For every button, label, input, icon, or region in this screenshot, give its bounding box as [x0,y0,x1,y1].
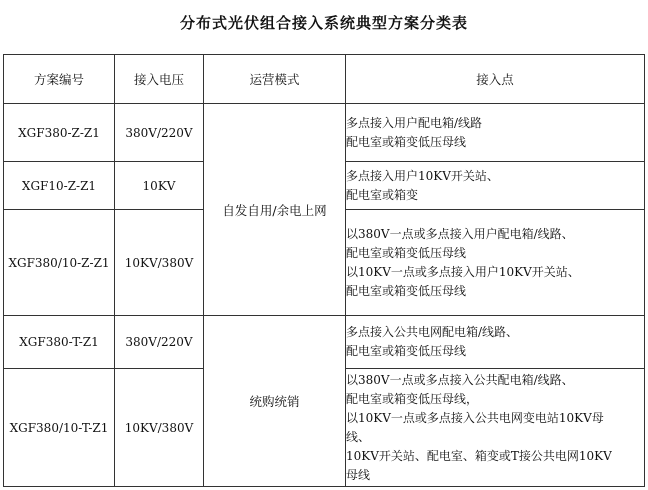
operation-mode: 自发自用/余电上网 [204,104,346,316]
access-point-line: 以380V一点或多点接入公共配电箱/线路、 [346,372,574,387]
access-point [346,316,645,369]
operation-mode: 统购统销 [204,316,346,487]
access-point-line: 10KV开关站、配电室、箱变或T接公共电网10KV [346,448,612,463]
access-point-line: 多点接入公共电网配电箱/线路、 [346,325,519,339]
access-voltage: 10KV/380V [115,369,204,487]
access-point-line: 配电室或箱变低压母线 [346,134,467,149]
access-voltage: 380V/220V [115,104,204,162]
access-point [346,104,645,162]
access-point-line: 配电室或箱变低压母线 [346,245,467,260]
scheme-code: XGF10-Z-Z1 [4,162,115,210]
access-voltage: 10KV/380V [115,210,204,316]
table-row [4,316,645,369]
access-point [346,162,645,210]
access-point-line: 母线 [346,467,371,482]
access-point-line: 配电室或箱变低压母线 [346,344,467,358]
access-point-line: 多点接入用户配电箱/线路 [346,115,483,130]
access-voltage: 380V/220V [115,316,204,369]
header-point: 接入点 [346,55,645,104]
scheme-code: XGF380-Z-Z1 [4,104,115,162]
access-point-line: 多点接入用户10KV开关站、 [346,168,499,183]
scheme-code: XGF380/10-T-Z1 [4,369,115,487]
scheme-table [3,54,645,487]
table-row [4,104,645,162]
access-point [346,210,645,316]
access-point-line: 配电室或箱变低压母线， [346,391,479,406]
access-point-line: 配电室或箱变 [346,187,419,202]
access-voltage: 10KV [115,162,204,210]
scheme-code: XGF380-T-Z1 [4,316,115,369]
header-code: 方案编号 [4,55,115,104]
access-point-line: 以10KV一点或多点接入公共电网变电站10KV母 [346,410,604,425]
table-title: 分布式光伏组合接入系统典型方案分类表 [179,14,468,32]
access-point-line: 以10KV一点或多点接入用户10KV开关站、 [346,264,580,279]
scheme-code: XGF380/10-Z-Z1 [4,210,115,316]
access-point [346,369,645,487]
header-row [4,55,645,104]
access-point-line: 以380V一点或多点接入用户配电箱/线路、 [346,226,574,241]
header-mode: 运营模式 [204,55,346,104]
access-point-line: 配电室或箱变低压母线 [346,283,467,298]
header-voltage: 接入电压 [115,55,204,104]
access-point-line: 线、 [346,429,371,444]
